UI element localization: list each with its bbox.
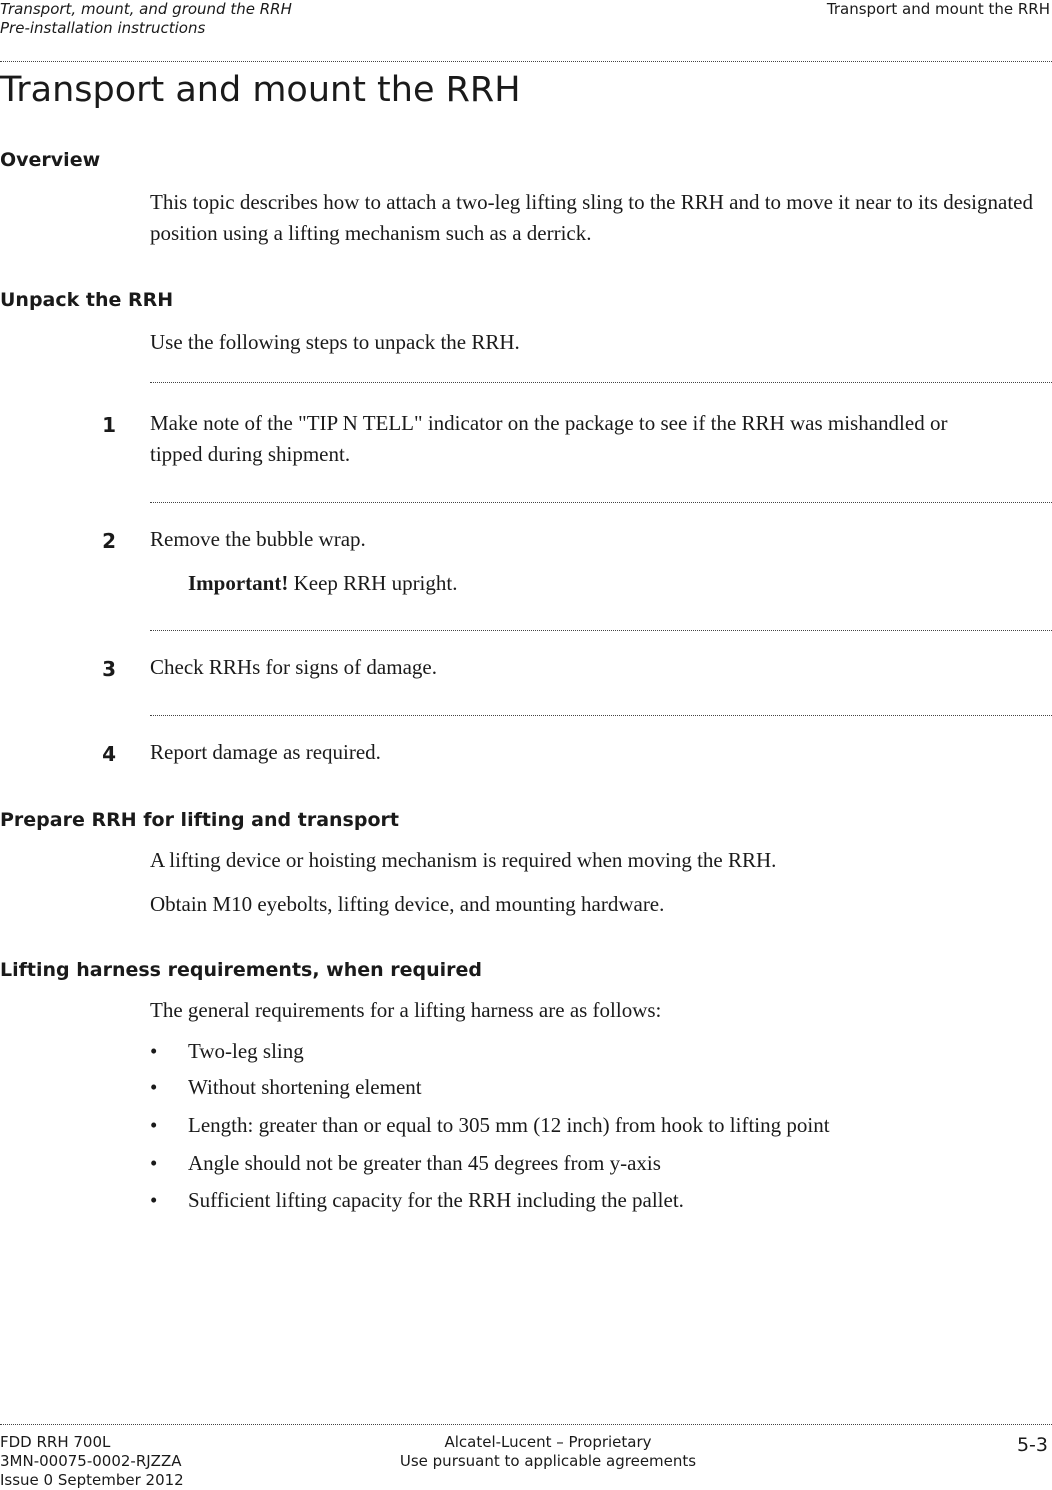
footer-product: FDD RRH 700L [0,1433,111,1451]
step-text-3: Check RRHs for signs of damage. [150,655,437,679]
step-divider [150,382,1052,383]
step-number-3: 3 [102,657,116,681]
page-title: Transport and mount the RRH [0,70,521,110]
overview-heading: Overview [0,149,101,171]
footer-doc-info [0,1433,184,1490]
step-text-1: Make note of the "TIP N TELL" indicator on the package to see if the RRH was mishandled or tipped during shipment. [150,411,948,466]
overview-text: This topic describes how to attach a two-leg lifting sling to the RRH and to move it near to its designated position using a lifting mechanism such as a derrick. [150,190,1033,245]
unpack-heading: Unpack the RRH [0,289,174,311]
step-divider [150,630,1052,631]
important-note [188,568,988,599]
prepare-heading: Prepare RRH for lifting and transport [0,809,399,831]
page-number: 5-3 [1016,1434,1048,1456]
unpack-intro: Use the following steps to unpack the RRH. [150,330,520,354]
important-label: Important! [188,571,289,595]
list-item: Length: greater than or equal to 305 mm (12 inch) from hook to lifting point [188,1113,830,1137]
list-item: Angle should not be greater than 45 degrees from y-axis [188,1151,661,1175]
list-item: Sufficient lifting capacity for the RRH including the pallet. [188,1188,684,1212]
header-section: Pre-installation instructions [0,19,206,37]
step-number-2: 2 [102,529,116,553]
step-text-2: Remove the bubble wrap. [150,527,366,551]
bullet-icon: • [150,1075,158,1099]
footer-proprietary [398,1433,698,1471]
step-number-1: 1 [102,413,116,437]
prepare-para-1: A lifting device or hoisting mechanism is required when moving the RRH. [150,848,777,872]
important-text: Keep RRH upright. [288,571,458,595]
footer-doc-number: 3MN-00075-0002-RJZZA [0,1452,182,1470]
step-divider [150,715,1052,716]
footer-proprietary-note: Use pursuant to applicable agreements [399,1452,697,1470]
harness-heading: Lifting harness requirements, when required [0,959,483,981]
list-item: Two-leg sling [188,1039,304,1063]
step-divider [150,502,1052,503]
step-number-4: 4 [102,742,116,766]
footer-divider [0,1424,1052,1425]
bullet-icon: • [150,1188,158,1212]
step-text-4: Report damage as required. [150,740,381,764]
running-header-right: Transport and mount the RRH [826,0,1050,18]
header-chapter: Transport, mount, and ground the RRH [0,0,292,18]
running-header-left [0,0,292,38]
bullet-icon: • [150,1039,158,1063]
bullet-icon: • [150,1113,158,1137]
bullet-icon: • [150,1151,158,1175]
list-item: Without shortening element [188,1075,422,1099]
harness-intro: The general requirements for a lifting harness are as follows: [150,998,662,1022]
prepare-para-2: Obtain M10 eyebolts, lifting device, and mounting hardware. [150,892,665,916]
header-divider [0,61,1052,62]
footer-issue: Issue 0 September 2012 [0,1471,184,1489]
footer-proprietary-title: Alcatel-Lucent – Proprietary [444,1433,652,1451]
